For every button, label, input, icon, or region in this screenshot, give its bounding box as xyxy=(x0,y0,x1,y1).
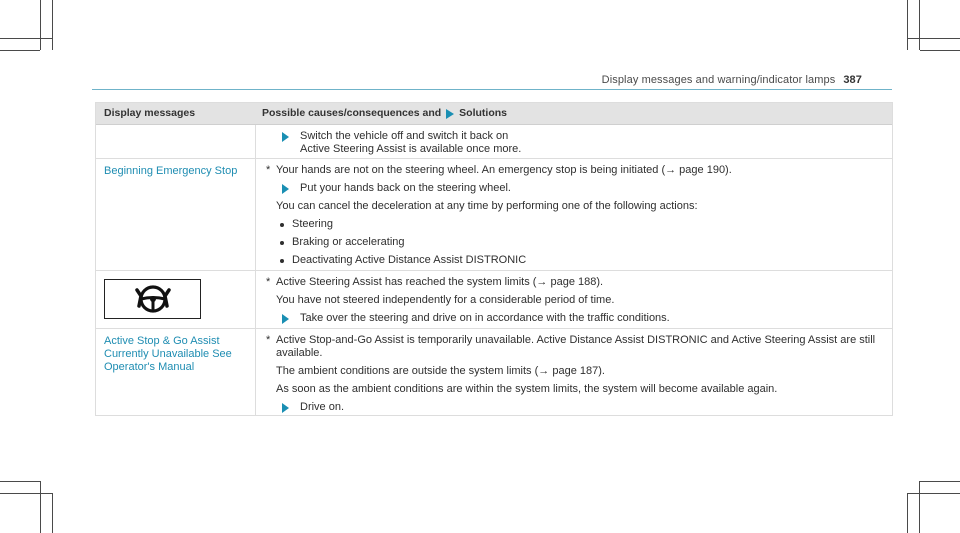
solution-step xyxy=(282,312,884,325)
arrow-icon xyxy=(446,109,454,119)
message-cell xyxy=(96,271,256,328)
table-row xyxy=(96,125,892,159)
col-display-messages: Display messages xyxy=(104,107,196,119)
col-causes-label: Possible causes/consequences and xyxy=(262,107,442,119)
solution-cell xyxy=(256,271,892,328)
step-text: Take over the steering and drive on in accordance with the traffic conditions. xyxy=(300,312,670,324)
crop-mark xyxy=(0,493,52,494)
arrow-icon xyxy=(282,132,289,142)
step-text: Active Steering Assist is available once more. xyxy=(300,143,522,155)
list-item-text: Braking or accelerating xyxy=(292,236,405,248)
solution-step xyxy=(282,401,884,414)
crop-mark xyxy=(40,481,41,533)
body-text: The ambient conditions are outside the system limits (→ page 187). xyxy=(276,365,605,377)
display-messages-table xyxy=(95,102,893,416)
steering-wheel-hands-icon xyxy=(104,279,201,319)
crop-mark xyxy=(0,481,40,482)
crop-mark xyxy=(907,0,908,50)
list-item xyxy=(280,218,884,231)
crop-mark xyxy=(908,38,960,39)
solution-cell xyxy=(256,329,892,415)
table-header xyxy=(96,103,892,125)
asterisk: * xyxy=(266,334,271,346)
table-row xyxy=(96,271,892,329)
crop-mark xyxy=(920,481,960,482)
message-cell xyxy=(96,125,256,158)
message-cell xyxy=(96,159,256,270)
arrow-icon xyxy=(282,314,289,324)
body-text: You can cancel the deceleration at any time by performing one of the following actions: xyxy=(276,200,698,212)
solution-step xyxy=(282,182,884,195)
note-text: Your hands are not on the steering wheel. An emergency stop is being initiated (→ page 190). xyxy=(276,164,732,176)
display-message: Beginning Emergency Stop xyxy=(104,165,238,177)
crop-mark xyxy=(0,50,40,51)
note-text: Active Stop-and-Go Assist is temporarily unavailable. Active Distance Assist DISTRONIC and Active Steering Assist are still available. xyxy=(276,334,876,359)
solution-cell xyxy=(256,125,892,158)
crop-mark xyxy=(919,0,920,50)
bullet-icon xyxy=(280,223,284,227)
header-rule xyxy=(92,89,892,90)
arrow-icon xyxy=(282,403,289,413)
solution-step xyxy=(282,130,884,156)
list-item xyxy=(280,254,884,267)
col-solutions-label: Solutions xyxy=(459,107,508,119)
section-title: Display messages and warning/indicator lamps xyxy=(601,74,836,86)
message-cell xyxy=(96,329,256,415)
crop-mark xyxy=(52,0,53,50)
list-item xyxy=(280,236,884,249)
asterisk: * xyxy=(266,164,271,176)
page-number: 387 xyxy=(843,74,862,86)
solution-cell xyxy=(256,159,892,270)
body-text: You have not steered independently for a considerable period of time. xyxy=(276,294,615,306)
asterisk: * xyxy=(266,276,271,288)
step-text: Put your hands back on the steering wheel. xyxy=(300,182,511,194)
cause-note xyxy=(266,276,884,289)
bullet-icon xyxy=(280,241,284,245)
running-header xyxy=(602,74,862,86)
bullet-icon xyxy=(280,259,284,263)
crop-mark xyxy=(52,493,53,533)
crop-mark xyxy=(919,481,920,533)
crop-mark xyxy=(40,0,41,50)
crop-mark xyxy=(908,493,960,494)
crop-mark xyxy=(920,50,960,51)
list-item-text: Steering xyxy=(292,218,333,230)
display-message: Active Stop & Go Assist Currently Unavailable See Operator's Manual xyxy=(104,335,232,373)
col-causes-solutions xyxy=(256,103,892,124)
cause-note xyxy=(266,334,884,360)
step-text: Drive on. xyxy=(300,401,345,413)
crop-mark xyxy=(0,38,52,39)
cause-note xyxy=(266,164,884,177)
list-item-text: Deactivating Active Distance Assist DISTRONIC xyxy=(292,254,527,266)
body-text: As soon as the ambient conditions are within the system limits, the system will become available again. xyxy=(276,383,778,395)
table-row xyxy=(96,329,892,415)
arrow-icon xyxy=(282,184,289,194)
table-row xyxy=(96,159,892,271)
step-text: Switch the vehicle off and switch it back on xyxy=(300,130,509,142)
crop-mark xyxy=(907,493,908,533)
note-text: Active Steering Assist has reached the system limits (→ page 188). xyxy=(276,276,604,288)
